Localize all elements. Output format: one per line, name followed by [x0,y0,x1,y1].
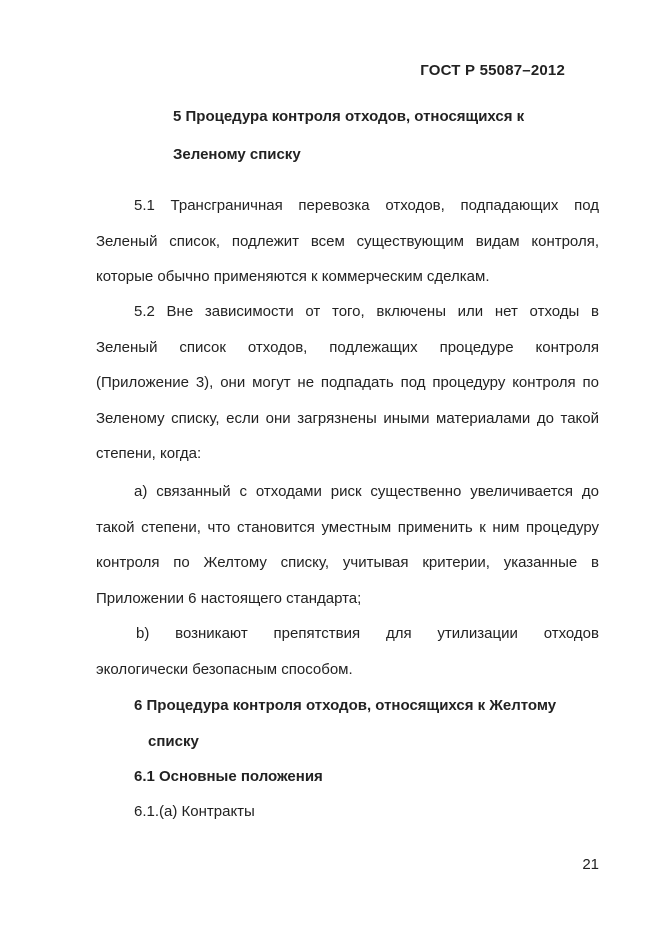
subsection-6-1-title: 6.1 Основные положения [134,768,323,785]
section-5-title-line1: 5 Процедура контроля отходов, относящихся к [173,108,525,125]
paragraph-line: экологически безопасным способом. [96,660,353,678]
paragraph-line: Зеленый список, подлежит всем существующим видам контроля, [96,232,599,250]
paragraph-line: такой степени, что становится уместным применить к ним процедуру [96,518,599,536]
paragraph-a [96,474,599,616]
item-6-1-a: 6.1.(а) Контракты [134,803,255,820]
paragraph-5-2 [96,294,599,472]
section-6-title-line2: списку [148,733,199,750]
paragraph-5-1 [96,188,599,295]
paragraph-line: Зеленый список отходов, подлежащих процедуре контроля [96,338,599,356]
paragraph-line: (Приложение 3), они могут не подпадать под процедуру контроля по [96,374,599,391]
section-5-title-line2: Зеленому списку [173,146,301,163]
paragraph-line: 5.1 Трансграничная перевозка отходов, подпадающих под [134,197,599,214]
paragraph-line: степени, когда: [96,445,202,462]
paragraph-b [96,616,599,687]
paragraph-line: которые обычно применяются к коммерческим сделкам. [96,268,490,285]
paragraph-line: b) возникают препятствия для утилизации отходов [136,625,599,642]
paragraph-line: Зеленому списку, если они загрязнены иными материалами до такой [96,409,599,427]
standard-code: ГОСТ Р 55087–2012 [420,62,565,79]
paragraph-line: а) связанный с отходами риск существенно увеличивается до [134,483,599,500]
page-number: 21 [582,856,599,873]
section-6-title-line1: 6 Процедура контроля отходов, относящихся к Желтому [134,697,557,714]
paragraph-line: 5.2 Вне зависимости от того, включены или нет отходы в [134,303,599,320]
paragraph-line: Приложении 6 настоящего стандарта; [96,589,362,607]
paragraph-line: контроля по Желтому списку, учитывая критерии, указанные в [96,554,599,571]
